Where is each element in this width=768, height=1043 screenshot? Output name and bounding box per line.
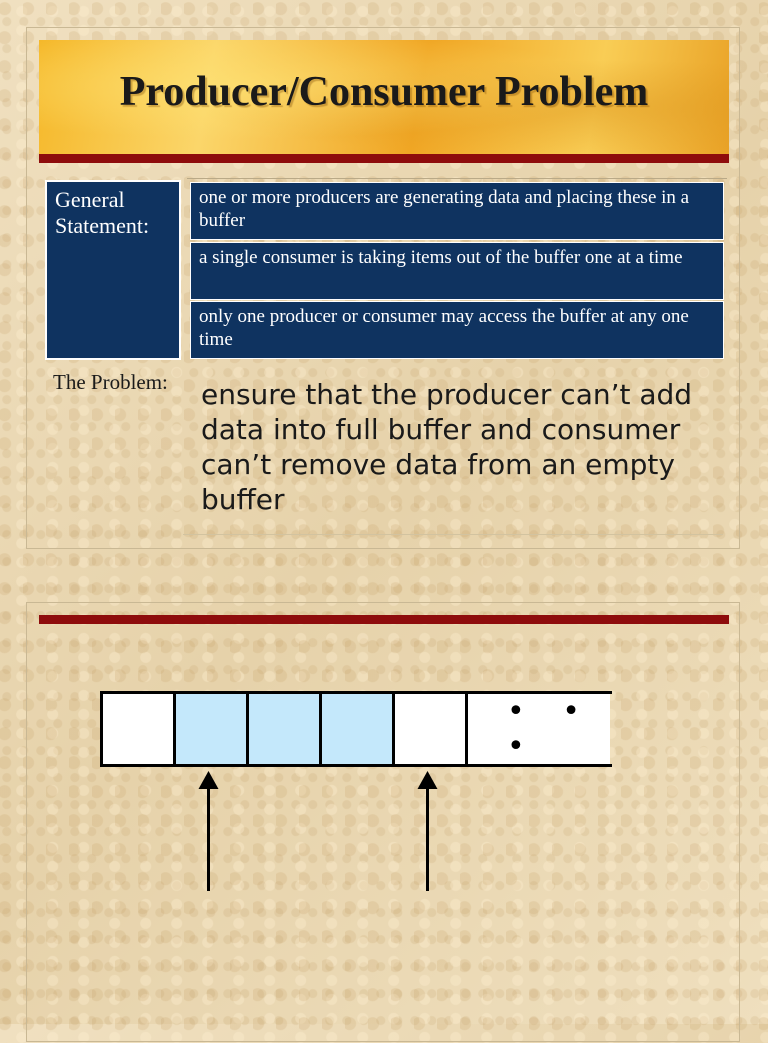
ellipsis: • • • [507,694,594,764]
statement-row: only one producer or consumer may access the buffer at any one time [190,301,724,359]
problem-label: The Problem: [53,370,168,394]
producer-pointer-arrow [418,771,438,891]
slide-buffer-diagram [26,602,740,1042]
title-divider [39,154,729,163]
general-statement-cell [45,180,181,360]
problem-text: ensure that the producer can’t add data into full buffer and consumer can’t remove data from an empty buffer [201,378,693,516]
problem-divider [183,534,723,535]
consumer-pointer-arrow [199,771,219,891]
statement-row: a single consumer is taking items out of the buffer one at a time [190,242,724,300]
pointer-arrows [27,603,741,1043]
slide-title: Producer/Consumer Problem [119,69,649,115]
general-statement-label: General Statement: [55,187,150,238]
slide-producer-consumer [26,27,740,549]
title-banner [39,40,729,154]
statement-row: one or more producers are generating data and placing these in a buffer [190,182,724,240]
